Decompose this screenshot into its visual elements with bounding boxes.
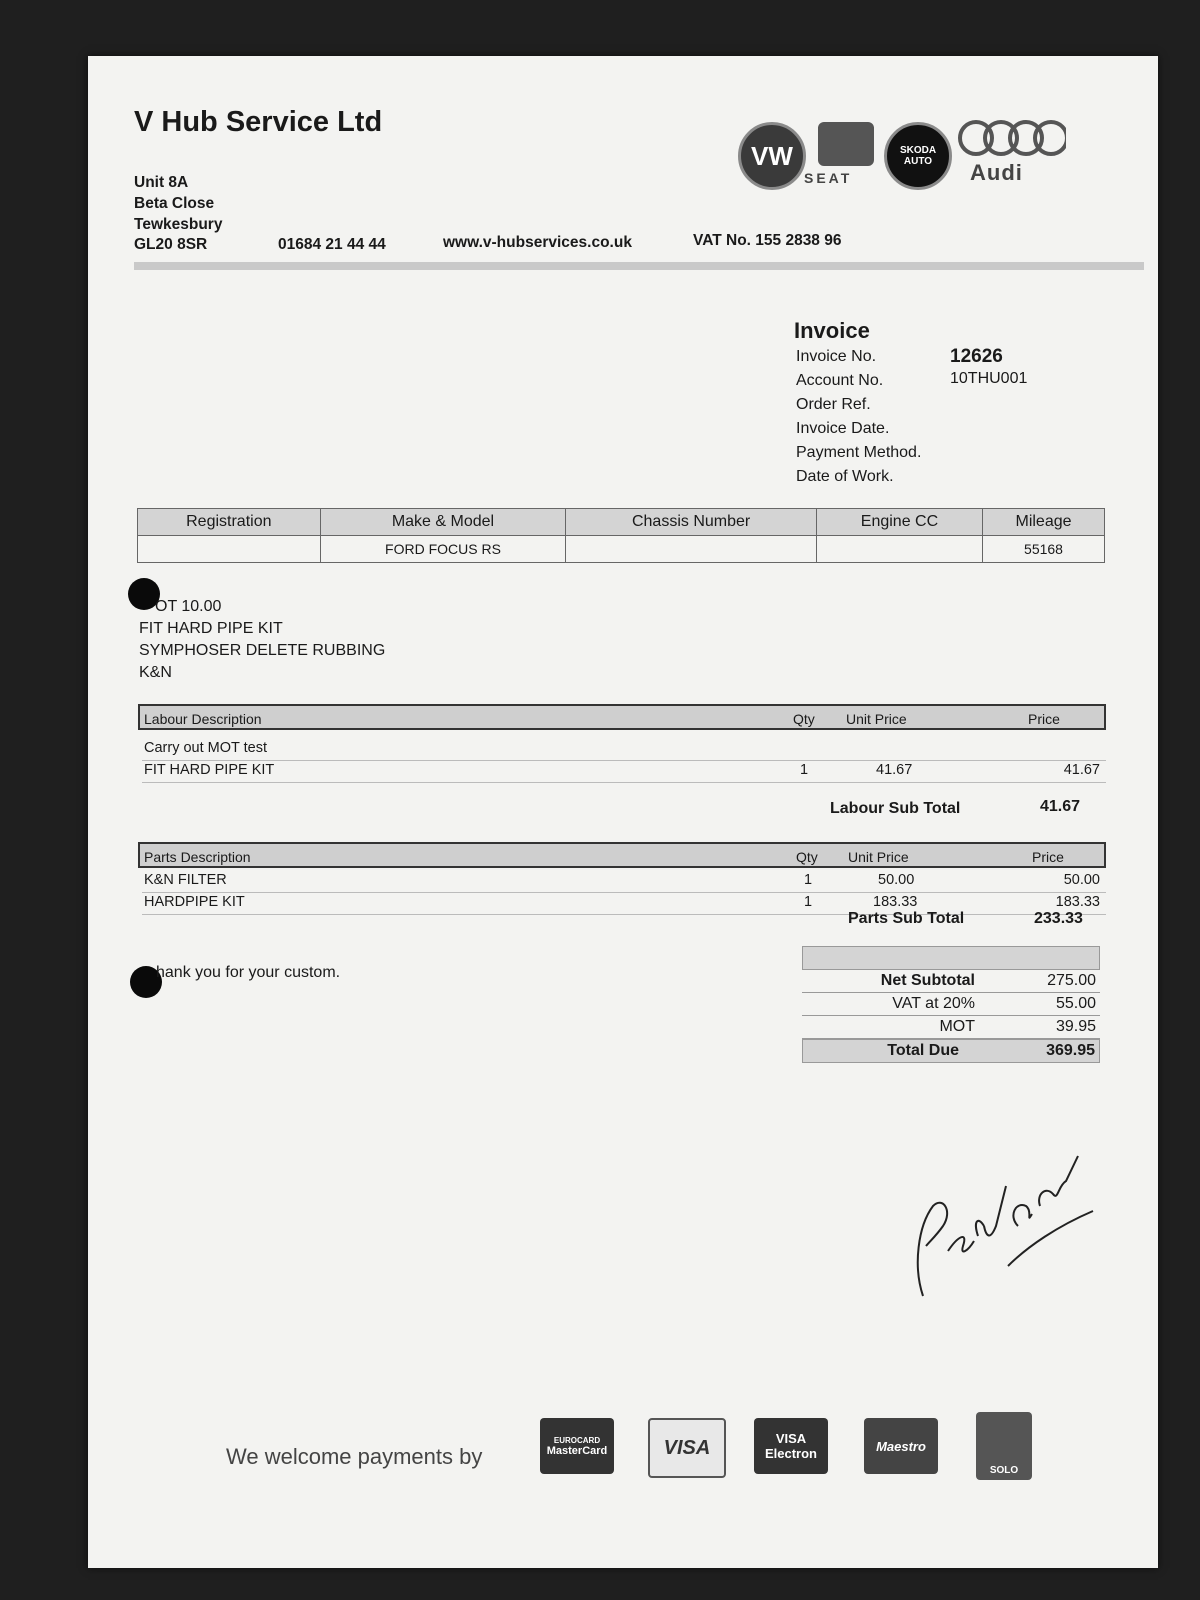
address-line-2: Beta Close bbox=[134, 195, 215, 212]
address-postcode: GL20 8SR bbox=[134, 236, 208, 253]
account-no-label: Account No. bbox=[796, 372, 884, 389]
labour-subtotal-label: Labour Sub Total bbox=[830, 800, 961, 817]
note-line: K&N bbox=[139, 664, 172, 681]
totals-topbar bbox=[802, 946, 1100, 970]
labour-row-unit: 41.67 bbox=[876, 762, 913, 778]
parts-row-price: 50.00 bbox=[1063, 872, 1100, 888]
vehicle-table bbox=[137, 508, 1105, 563]
company-phone: 01684 21 44 44 bbox=[278, 236, 386, 253]
mot-label: MOT bbox=[939, 1018, 975, 1035]
mileage-header: Mileage bbox=[983, 509, 1105, 536]
vat-label: VAT at 20% bbox=[892, 995, 975, 1012]
note-line: SYMPHOSER DELETE RUBBING bbox=[139, 642, 386, 659]
make-model-cell: FORD FOCUS RS bbox=[320, 536, 566, 563]
invoice-date-label: Invoice Date. bbox=[796, 420, 890, 437]
mastercard-logo bbox=[540, 1418, 614, 1474]
invoice-paper bbox=[88, 56, 1158, 1568]
invoice-no-value: 12626 bbox=[950, 346, 1003, 367]
total-due-value: 369.95 bbox=[1046, 1042, 1095, 1059]
labour-row-desc: FIT HARD PIPE KIT bbox=[144, 762, 275, 778]
payments-text: We welcome payments by bbox=[226, 1444, 483, 1469]
mileage-cell: 55168 bbox=[983, 536, 1105, 563]
make-model-header: Make & Model bbox=[320, 509, 566, 536]
labour-header bbox=[138, 704, 1106, 730]
payment-method-label: Payment Method. bbox=[796, 444, 922, 461]
skoda-logo-subtext: AUTO bbox=[903, 156, 933, 167]
labour-desc-header: Labour Description bbox=[144, 711, 262, 727]
total-due-row bbox=[802, 1039, 1100, 1063]
mastercard-text: MasterCard bbox=[546, 1444, 608, 1457]
account-no-value: 10THU001 bbox=[950, 370, 1028, 387]
parts-row-unit: 50.00 bbox=[878, 872, 915, 888]
skoda-logo bbox=[884, 122, 952, 190]
maestro-logo: Maestro bbox=[864, 1418, 938, 1474]
net-subtotal-label: Net Subtotal bbox=[880, 972, 975, 989]
parts-row-desc: HARDPIPE KIT bbox=[144, 894, 245, 910]
order-ref-label: Order Ref. bbox=[796, 396, 871, 413]
seat-logo-mark bbox=[818, 122, 874, 166]
labour-row bbox=[142, 738, 1106, 761]
thank-you-message: hank you for your custom. bbox=[156, 964, 341, 981]
invoice-no-label: Invoice No. bbox=[796, 348, 877, 365]
header-divider bbox=[134, 262, 1144, 270]
invoice-title: Invoice bbox=[794, 318, 870, 343]
labour-row-desc: Carry out MOT test bbox=[144, 740, 268, 756]
engine-cc-header: Engine CC bbox=[816, 509, 982, 536]
mot-row bbox=[802, 1016, 1100, 1039]
parts-unit-header: Unit Price bbox=[848, 849, 909, 865]
parts-price-header: Price bbox=[1032, 849, 1064, 865]
labour-price-header: Price bbox=[1028, 711, 1060, 727]
vat-value: 55.00 bbox=[1055, 995, 1096, 1012]
paid-card-signature bbox=[908, 1146, 1108, 1306]
total-due-label: Total Due bbox=[887, 1042, 959, 1059]
brand-logos bbox=[738, 118, 1118, 198]
engine-cc-cell bbox=[816, 536, 982, 563]
company-vat: VAT No. 155 2838 96 bbox=[693, 232, 842, 249]
labour-unit-header: Unit Price bbox=[846, 711, 907, 727]
vat-row bbox=[802, 993, 1100, 1016]
eurocard-text: EUROCARD bbox=[553, 1435, 601, 1445]
solo-logo: SOLO bbox=[976, 1412, 1032, 1480]
address-line-1: Unit 8A bbox=[134, 174, 189, 191]
parts-header bbox=[138, 842, 1106, 868]
chassis-cell bbox=[566, 536, 817, 563]
work-notes bbox=[139, 596, 385, 684]
company-website: www.v-hubservices.co.uk bbox=[443, 234, 632, 251]
parts-subtotal-label: Parts Sub Total bbox=[848, 910, 965, 927]
net-subtotal-row bbox=[802, 970, 1100, 993]
audi-rings-icon bbox=[956, 118, 1066, 158]
visa-logo: VISA bbox=[648, 1418, 726, 1478]
parts-desc-header: Parts Description bbox=[144, 849, 251, 865]
labour-row bbox=[142, 760, 1106, 783]
parts-subtotal-value: 233.33 bbox=[1034, 910, 1083, 927]
parts-row-price: 183.33 bbox=[1055, 894, 1100, 910]
skoda-logo-text: SKODA bbox=[899, 145, 937, 156]
company-name: V Hub Service Ltd bbox=[134, 106, 383, 138]
labour-row-price: 41.67 bbox=[1063, 762, 1100, 778]
address-line-3: Tewkesbury bbox=[134, 216, 223, 233]
parts-row-unit: 183.33 bbox=[873, 894, 918, 910]
parts-row-desc: K&N FILTER bbox=[144, 872, 227, 888]
note-line: OT 10.00 bbox=[155, 598, 222, 615]
net-subtotal-value: 275.00 bbox=[1047, 972, 1096, 989]
seat-logo-text: SEAT bbox=[804, 170, 853, 186]
audi-logo-text: Audi bbox=[970, 160, 1023, 185]
parts-row-qty: 1 bbox=[804, 894, 813, 910]
labour-qty-header: Qty bbox=[793, 711, 815, 727]
registration-header: Registration bbox=[138, 509, 321, 536]
totals-box bbox=[802, 946, 1100, 1063]
parts-row bbox=[142, 870, 1106, 893]
labour-row-qty: 1 bbox=[800, 762, 809, 778]
mot-value: 39.95 bbox=[1055, 1018, 1096, 1035]
parts-row-qty: 1 bbox=[804, 872, 813, 888]
registration-cell bbox=[138, 536, 321, 563]
vw-logo: VW bbox=[738, 122, 806, 190]
note-line: FIT HARD PIPE KIT bbox=[139, 620, 283, 637]
chassis-header: Chassis Number bbox=[566, 509, 817, 536]
parts-qty-header: Qty bbox=[796, 849, 818, 865]
labour-subtotal-value: 41.67 bbox=[1040, 798, 1081, 815]
date-of-work-label: Date of Work. bbox=[796, 468, 894, 485]
visa-electron-logo: VISA Electron bbox=[754, 1418, 828, 1474]
